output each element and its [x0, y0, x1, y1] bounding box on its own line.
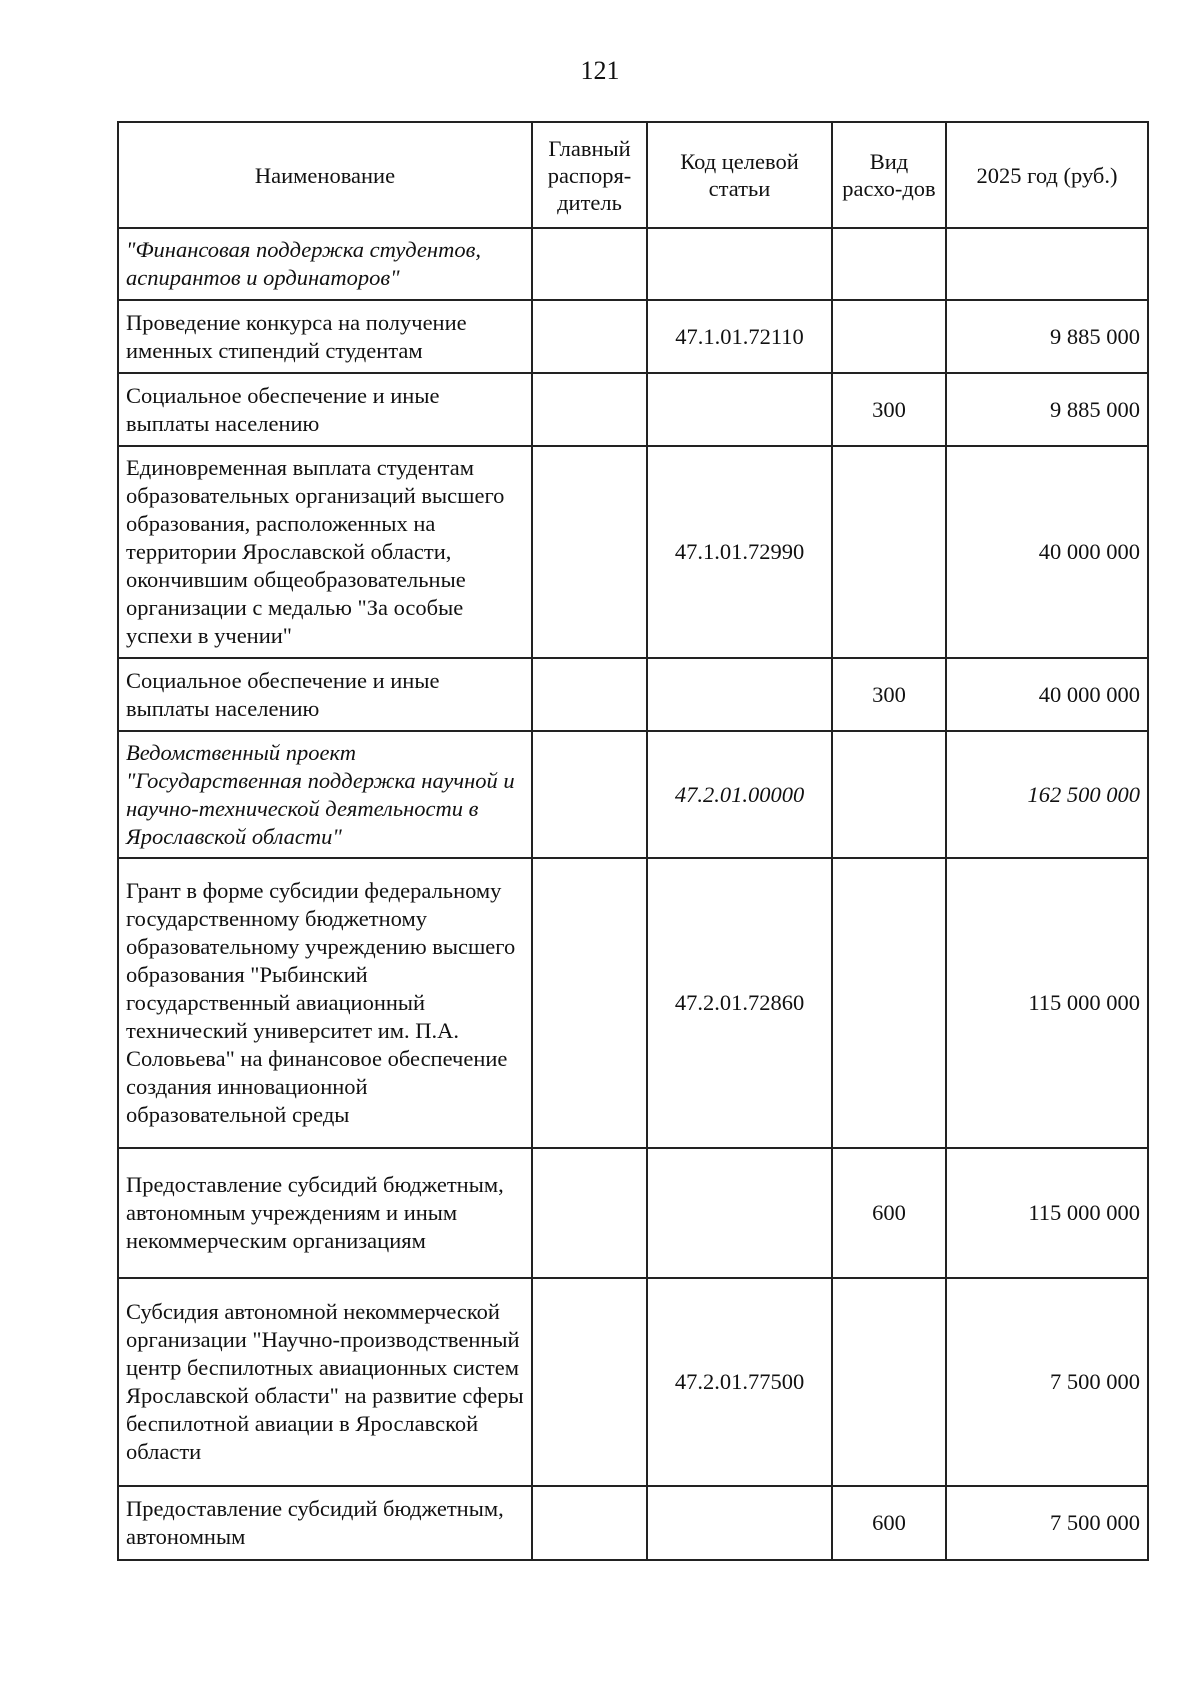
row-amount-cell: 40 000 000 — [946, 446, 1148, 658]
table-row — [118, 1148, 1148, 1278]
row-type-cell: 300 — [832, 658, 946, 731]
row-manager-cell — [532, 658, 647, 731]
row-name-cell: Грант в форме субсидии федеральному государственному бюджетному образовательному учреждению высшего образования "Рыбинский государственный авиационный технический университет им. П.А. Соловьева" на финансовое обеспечение создания инновационной образовательной среды — [118, 858, 532, 1148]
table-row — [118, 1486, 1148, 1560]
row-manager-cell — [532, 228, 647, 300]
row-manager-cell — [532, 1148, 647, 1278]
row-code-cell — [647, 1486, 832, 1560]
row-code-cell — [647, 658, 832, 731]
row-type-cell: 300 — [832, 373, 946, 446]
row-type-cell — [832, 446, 946, 658]
row-amount-cell: 9 885 000 — [946, 300, 1148, 373]
page-number: 121 — [580, 56, 620, 85]
row-type-cell — [832, 731, 946, 858]
row-name-cell: Предоставление субсидий бюджетным, автономным — [118, 1486, 532, 1560]
row-code-cell: 47.2.01.00000 — [647, 731, 832, 858]
row-manager-cell — [532, 373, 647, 446]
header-amount: 2025 год (руб.) — [946, 122, 1148, 228]
row-amount-cell: 115 000 000 — [946, 1148, 1148, 1278]
row-type-cell — [832, 300, 946, 373]
table-body — [118, 228, 1148, 1560]
table-row — [118, 446, 1148, 658]
row-amount-cell: 40 000 000 — [946, 658, 1148, 731]
row-manager-cell — [532, 731, 647, 858]
row-type-cell — [832, 1278, 946, 1486]
row-code-cell: 47.1.01.72990 — [647, 446, 832, 658]
table-header-row — [118, 122, 1148, 228]
row-name-cell: Ведомственный проект "Государственная поддержка научной и научно-технической деятельности в Ярославской области" — [118, 731, 532, 858]
row-manager-cell — [532, 858, 647, 1148]
row-name-cell: "Финансовая поддержка студентов, аспирантов и ординаторов" — [118, 228, 532, 300]
row-manager-cell — [532, 446, 647, 658]
row-type-cell: 600 — [832, 1148, 946, 1278]
row-manager-cell — [532, 1486, 647, 1560]
table-row — [118, 300, 1148, 373]
row-code-cell: 47.1.01.72110 — [647, 300, 832, 373]
table-row — [118, 228, 1148, 300]
table-row — [118, 731, 1148, 858]
row-code-cell — [647, 228, 832, 300]
row-name-cell: Единовременная выплата студентам образовательных организаций высшего образования, расположенных на территории Ярославской области, окончившим общеобразовательные организации с медалью "За особые успехи в учении" — [118, 446, 532, 658]
row-amount-cell — [946, 228, 1148, 300]
table-row — [118, 658, 1148, 731]
row-manager-cell — [532, 300, 647, 373]
row-name-cell: Социальное обеспечение и иные выплаты населению — [118, 658, 532, 731]
row-name-cell: Проведение конкурса на получение именных стипендий студентам — [118, 300, 532, 373]
row-name-cell: Социальное обеспечение и иные выплаты населению — [118, 373, 532, 446]
row-code-cell — [647, 1148, 832, 1278]
row-amount-cell: 162 500 000 — [946, 731, 1148, 858]
row-type-cell — [832, 228, 946, 300]
row-type-cell: 600 — [832, 1486, 946, 1560]
row-type-cell — [832, 858, 946, 1148]
row-name-cell: Субсидия автономной некоммерческой организации "Научно-производственный центр беспилотных авиационных систем Ярославской области" на развитие сферы беспилотной авиации в Ярославской области — [118, 1278, 532, 1486]
header-name: Наименование — [118, 122, 532, 228]
header-type: Вид расхо-дов — [832, 122, 946, 228]
budget-table — [117, 121, 1149, 1561]
table-row — [118, 858, 1148, 1148]
row-name-cell: Предоставление субсидий бюджетным, автономным учреждениям и иным некоммерческим организациям — [118, 1148, 532, 1278]
header-code: Код целевой статьи — [647, 122, 832, 228]
table-row — [118, 373, 1148, 446]
row-amount-cell: 7 500 000 — [946, 1486, 1148, 1560]
row-code-cell — [647, 373, 832, 446]
row-amount-cell: 115 000 000 — [946, 858, 1148, 1148]
table-row — [118, 1278, 1148, 1486]
row-code-cell: 47.2.01.77500 — [647, 1278, 832, 1486]
row-amount-cell: 7 500 000 — [946, 1278, 1148, 1486]
row-manager-cell — [532, 1278, 647, 1486]
header-manager: Главный распоря-дитель — [532, 122, 647, 228]
row-amount-cell: 9 885 000 — [946, 373, 1148, 446]
row-code-cell: 47.2.01.72860 — [647, 858, 832, 1148]
